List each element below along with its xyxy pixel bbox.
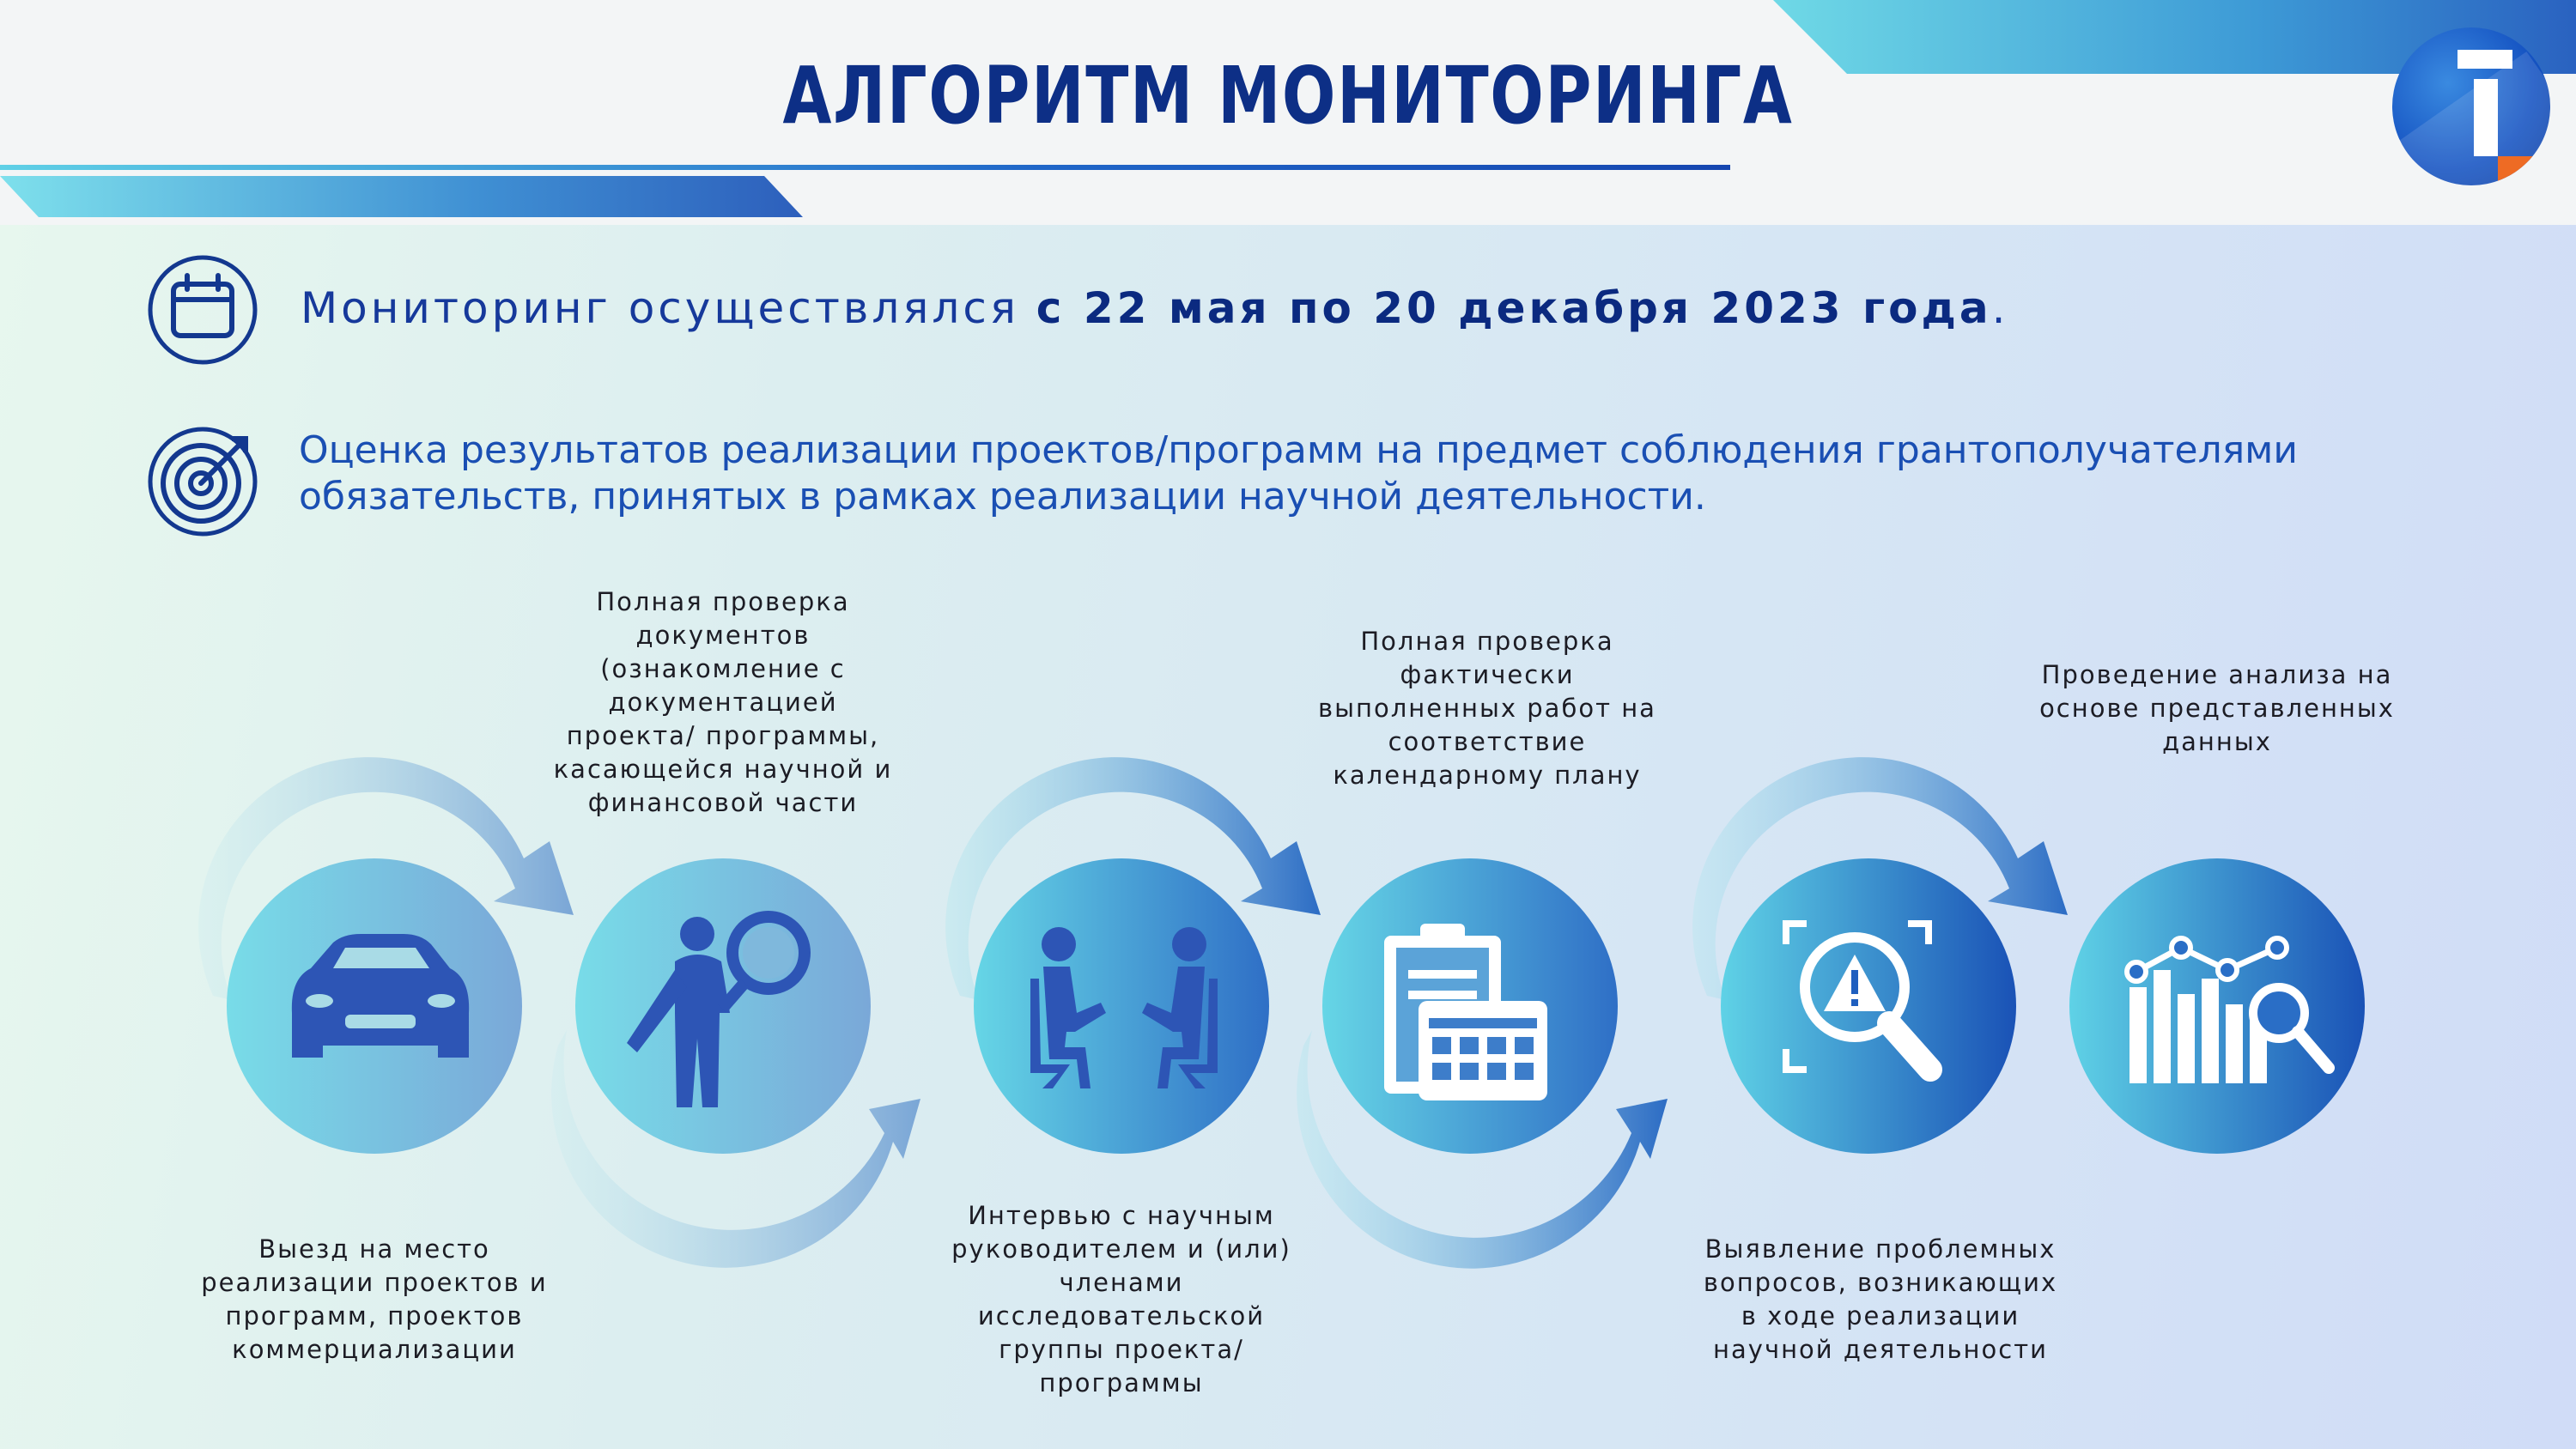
step-label-2: Полная проверка документов (ознакомление с документацией проекта/ программы, касающейся научной и финансовой части <box>553 587 893 817</box>
step-label-1: Выезд на место реализации проектов и программ, проектов коммерциализации <box>201 1234 548 1364</box>
page-title: АЛГОРИТМ МОНИТОРИНГА <box>782 50 1794 142</box>
step-label-6: Проведение анализа на основе представленных данных <box>2039 660 2395 756</box>
step-label-4: Полная проверка фактически выполненных работ на соответствие календарному плану <box>1318 627 1656 790</box>
monitoring-purpose: Оценка результатов реализации проектов/программ на предмет соблюдения грантополучателями обязательств, принятых в рамках реализации научной деятельности. <box>299 428 2298 518</box>
step-label-3: Интервью с научным руководителем и (или) членами исследовательской группы проекта/ программы <box>951 1201 1291 1397</box>
step-label-5: Выявление проблемных вопросов, возникающих в ходе реализации научной деятельности <box>1703 1234 2058 1364</box>
step-circle-3 <box>974 858 1269 1154</box>
monitoring-period: Мониторинг осуществлялся с 22 мая по 20 декабря 2023 года. <box>301 283 2009 333</box>
